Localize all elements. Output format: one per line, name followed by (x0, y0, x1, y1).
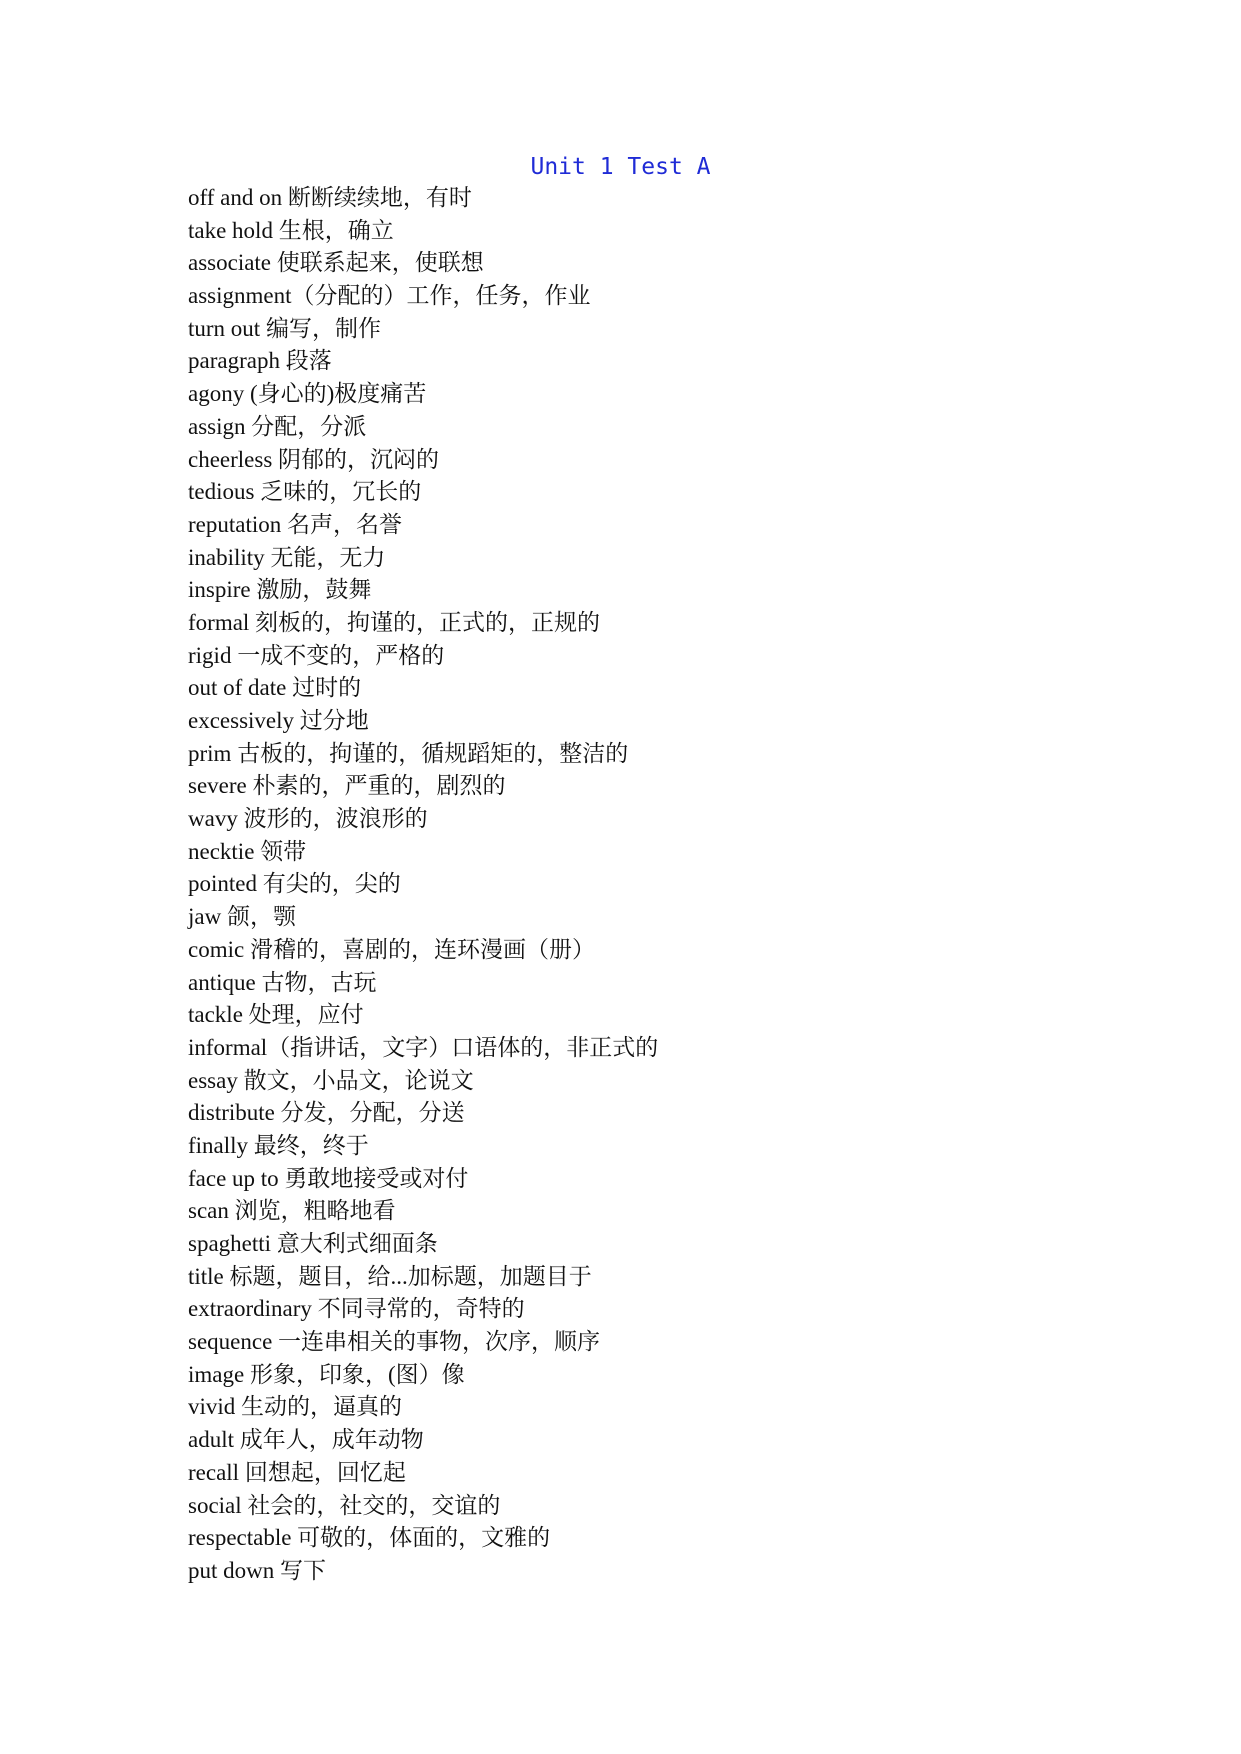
vocab-entry: jaw 颌，颚 (188, 904, 296, 930)
vocab-list (188, 182, 658, 1588)
vocab-entry: agony (身心的)极度痛苦 (188, 381, 427, 407)
vocab-entry: comic 滑稽的，喜剧的，连环漫画（册） (188, 936, 595, 962)
vocab-entry: vivid 生动的，逼真的 (188, 1394, 403, 1420)
vocab-entry: social 社会的，社交的，交谊的 (188, 1492, 501, 1518)
vocab-entry: inspire 激励，鼓舞 (188, 577, 372, 603)
vocab-entry: pointed 有尖的，尖的 (188, 871, 401, 897)
vocab-entry: recall 回想起，回忆起 (188, 1459, 406, 1485)
vocab-entry: informal（指讲话，文字）口语体的，非正式的 (188, 1034, 659, 1060)
vocab-entry: turn out 编写，制作 (188, 315, 381, 341)
vocab-entry: spaghetti 意大利式细面条 (188, 1231, 438, 1256)
vocab-entry: distribute 分发，分配，分送 (188, 1100, 465, 1126)
vocab-entry: severe 朴素的，严重的，剧烈的 (188, 773, 506, 799)
vocab-entry: face up to 勇敢地接受或对付 (188, 1165, 469, 1191)
vocab-entry: finally 最终，终于 (188, 1132, 369, 1158)
vocab-entry: associate 使联系起来，使联想 (188, 250, 484, 276)
vocab-entry: take hold 生根，确立 (188, 217, 394, 243)
vocab-entry: out of date 过时的 (188, 675, 362, 701)
vocab-entry: tackle 处理，应付 (188, 1002, 364, 1028)
vocab-entry: formal 刻板的，拘谨的，正式的，正规的 (188, 609, 601, 635)
vocab-entry: put down 写下 (188, 1557, 326, 1583)
vocab-entry: sequence 一连串相关的事物，次序，顺序 (188, 1329, 601, 1355)
vocab-entry: excessively 过分地 (188, 708, 369, 733)
vocab-entry: assignment（分配的）工作，任务，作业 (188, 283, 591, 309)
vocab-entry: assign 分配，分派 (188, 413, 367, 439)
vocab-entry: image 形象，印象，(图）像 (188, 1361, 465, 1387)
vocab-entry: rigid 一成不变的，严格的 (188, 642, 445, 668)
vocab-entry: wavy 波形的，波浪形的 (188, 806, 428, 832)
vocab-entry: inability 无能，无力 (188, 544, 386, 570)
page-title: Unit 1 Test A (530, 154, 711, 180)
vocab-entry: paragraph 段落 (188, 348, 332, 374)
vocab-entry: cheerless 阴郁的，沉闷的 (188, 446, 440, 472)
vocab-entry: title 标题，题目，给...加标题，加题目于 (188, 1263, 592, 1289)
vocab-entry: extraordinary 不同寻常的，奇特的 (188, 1296, 525, 1322)
vocab-entry: necktie 领带 (188, 838, 307, 864)
vocab-entry: reputation 名声，名誉 (188, 511, 402, 537)
vocab-entry: essay 散文，小品文，论说文 (188, 1067, 474, 1093)
vocab-entry: antique 古物，古玩 (188, 969, 377, 995)
vocab-entry: tedious 乏味的，冗长的 (188, 479, 422, 505)
vocab-entry: off and on 断断续续地，有时 (188, 185, 472, 210)
vocab-entry: respectable 可敬的，体面的，文雅的 (188, 1525, 551, 1551)
vocab-entry: scan 浏览，粗略地看 (188, 1198, 396, 1224)
vocab-entry: prim 古板的，拘谨的，循规蹈矩的，整洁的 (188, 740, 629, 766)
vocab-entry: adult 成年人，成年动物 (188, 1427, 424, 1453)
